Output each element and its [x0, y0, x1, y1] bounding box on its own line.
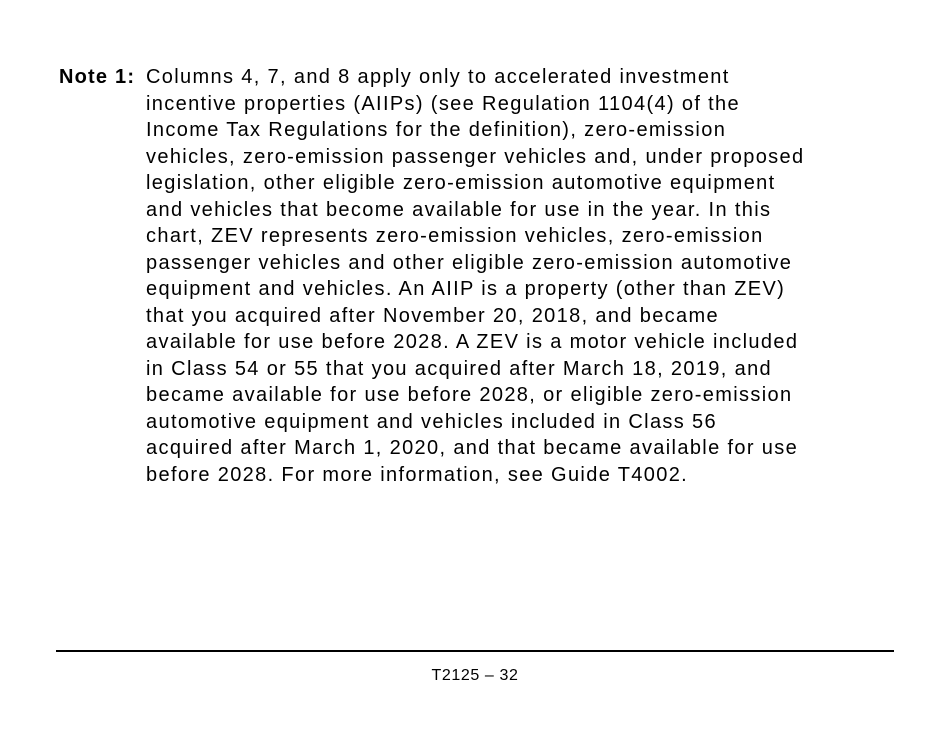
note-body	[146, 64, 898, 488]
note-line: equipment and vehicles. An AIIP is a property (other than ZEV)	[146, 278, 786, 300]
note-line: vehicles, zero-emission passenger vehicles and, under proposed	[146, 145, 805, 168]
note-line: passenger vehicles and other eligible zero-emission automotive	[146, 251, 793, 274]
note-line: that you acquired after November 20, 2018, and became	[146, 304, 719, 327]
page-number: T2125 – 32	[431, 667, 519, 684]
note-block	[59, 64, 899, 488]
note-line: became available for use before 2028, or eligible zero-emission	[146, 384, 793, 406]
note-label: Note 1:	[59, 66, 136, 88]
note-line: available for use before 2028. A ZEV is a motor vehicle included	[146, 331, 799, 353]
note-line: Columns 4, 7, and 8 apply only to accelerated investment	[146, 66, 730, 88]
note-line: acquired after March 1, 2020, and that became available for use	[146, 437, 799, 459]
note-line: incentive properties (AIIPs) (see Regulation 1104(4) of the	[146, 92, 740, 115]
note-line: Income Tax Regulations for the definition), zero-emission	[146, 119, 727, 141]
note-line: legislation, other eligible zero-emission automotive equipment	[146, 172, 776, 194]
footer-divider	[56, 650, 894, 652]
note-line: before 2028. For more information, see Guide T4002.	[146, 463, 689, 486]
note-line: and vehicles that become available for use in the year. In this	[146, 198, 772, 221]
note-line: automotive equipment and vehicles included in Class 56	[146, 410, 717, 433]
note-line: in Class 54 or 55 that you acquired after March 18, 2019, and	[146, 357, 773, 380]
note-line: chart, ZEV represents zero-emission vehicles, zero-emission	[146, 225, 764, 247]
